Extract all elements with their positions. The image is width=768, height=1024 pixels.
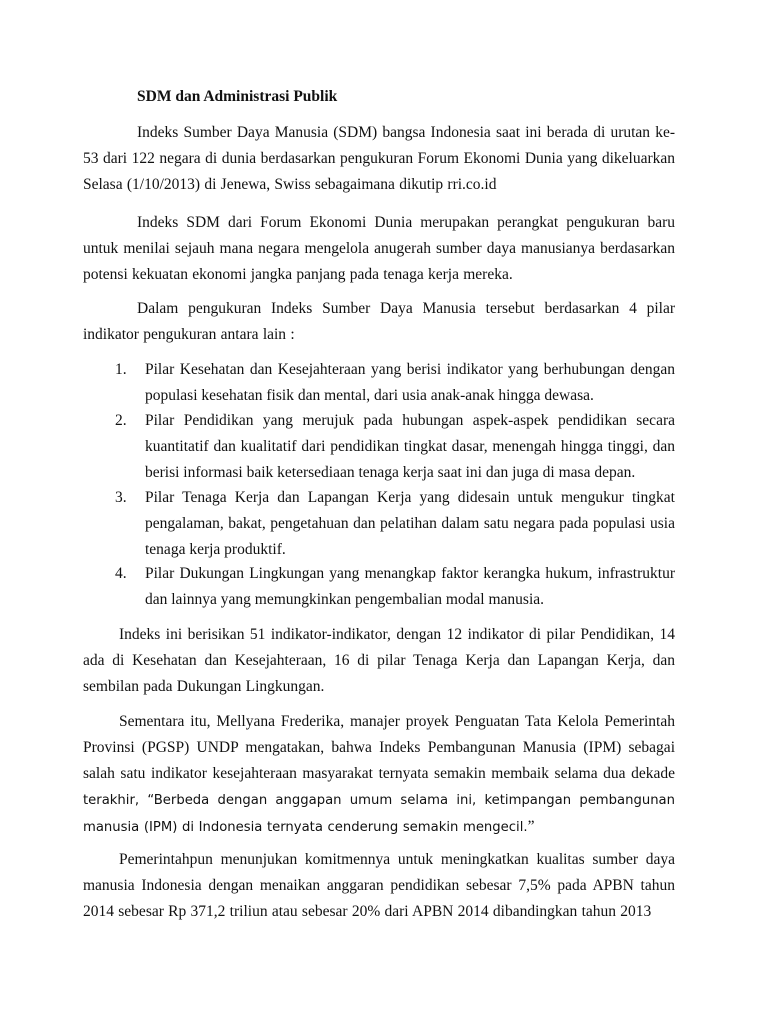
paragraph-sdm-definition: Indeks SDM dari Forum Ekonomi Dunia merupakan perangkat pengukuran baru untuk menilai sejauh mana negara mengelola anugerah sumber daya manusianya berdasarkan potensi kekuatan ekonomi jangka panjang pada tenaga kerja mereka. (83, 214, 675, 283)
paragraph-government-commitment: Pemerintahpun menunjukan komitmennya untuk meningkatkan kualitas sumber daya manusia Indonesia dengan menaikan anggaran pendidikan sebesar 7,5% pada APBN tahun 2014 sebesar Rp 371,2 triliun atau sebesar 20% dari APBN 2014 dibandingkan tahun 2013 (83, 851, 675, 920)
list-item-text: Pilar Kesehatan dan Kesejahteraan yang berisi indikator yang berhubungan dengan populasi kesehatan fisik dan mental, dari usia anak-anak hingga dewasa. (145, 361, 675, 404)
mellyana-closing-quote: ” (527, 818, 535, 835)
mellyana-intro-text: Sementara itu, Mellyana Frederika, manajer proyek Penguatan Tata Kelola Pemerintah Provinsi (PGSP) UNDP mengatakan, bahwa Indeks Pembangunan Manusia (IPM) sebagai salah satu indikator kesejahteraan masyarakat ternyata semakin membaik selama dua dekade (83, 713, 675, 782)
paragraph-indicator-count: Indeks ini berisikan 51 indikator-indikator, dengan 12 indikator di pilar Pendidikan, 14 ada di Kesehatan dan Kesejahteraan, 16 di pilar Tenaga Kerja dan Lapangan Kerja, dan sembilan pada Dukungan Lingkungan. (83, 626, 675, 695)
list-item-text: Pilar Pendidikan yang merujuk pada hubungan aspek-aspek pendidikan secara kuantitatif dan kualitatif dari pendidikan tingkat dasar, menengah hingga tinggi, dan berisi informasi baik ketersediaan tenaga kerja saat ini dan juga di masa depan. (145, 412, 675, 481)
list-item-number: 2. (115, 412, 127, 429)
list-item-number: 3. (115, 489, 127, 506)
paragraph-pillars-intro: Dalam pengukuran Indeks Sumber Daya Manusia tersebut berdasarkan 4 pilar indikator pengukuran antara lain : (83, 300, 675, 343)
mellyana-quote-text: terakhir, “Berbeda dengan anggapan umum selama ini, ketimpangan pembangunan manusia (IPM) di Indonesia ternyata cenderung semakin mengecil. (83, 793, 675, 835)
document-title: SDM dan Administrasi Publik (137, 88, 338, 105)
list-item-text: Pilar Tenaga Kerja dan Lapangan Kerja yang didesain untuk mengukur tingkat pengalaman, bakat, pengetahuan dan pelatihan dalam satu negara pada populasi usia tenaga kerja produktif. (145, 489, 675, 558)
list-item-text: Pilar Dukungan Lingkungan yang menangkap faktor kerangka hukum, infrastruktur dan lainnya yang memungkinkan pengembalian modal manusia. (145, 565, 675, 608)
list-item-number: 4. (115, 565, 127, 582)
list-item-number: 1. (115, 361, 127, 378)
paragraph-sdm-rank: Indeks Sumber Daya Manusia (SDM) bangsa Indonesia saat ini berada di urutan ke-53 dari 122 negara di dunia berdasarkan pengukuran Forum Ekonomi Dunia yang dikeluarkan Selasa (1/10/2013) di Jenewa, Swiss sebagaimana dikutip rri.co.id (83, 124, 675, 193)
paragraph-mellyana (83, 709, 675, 841)
